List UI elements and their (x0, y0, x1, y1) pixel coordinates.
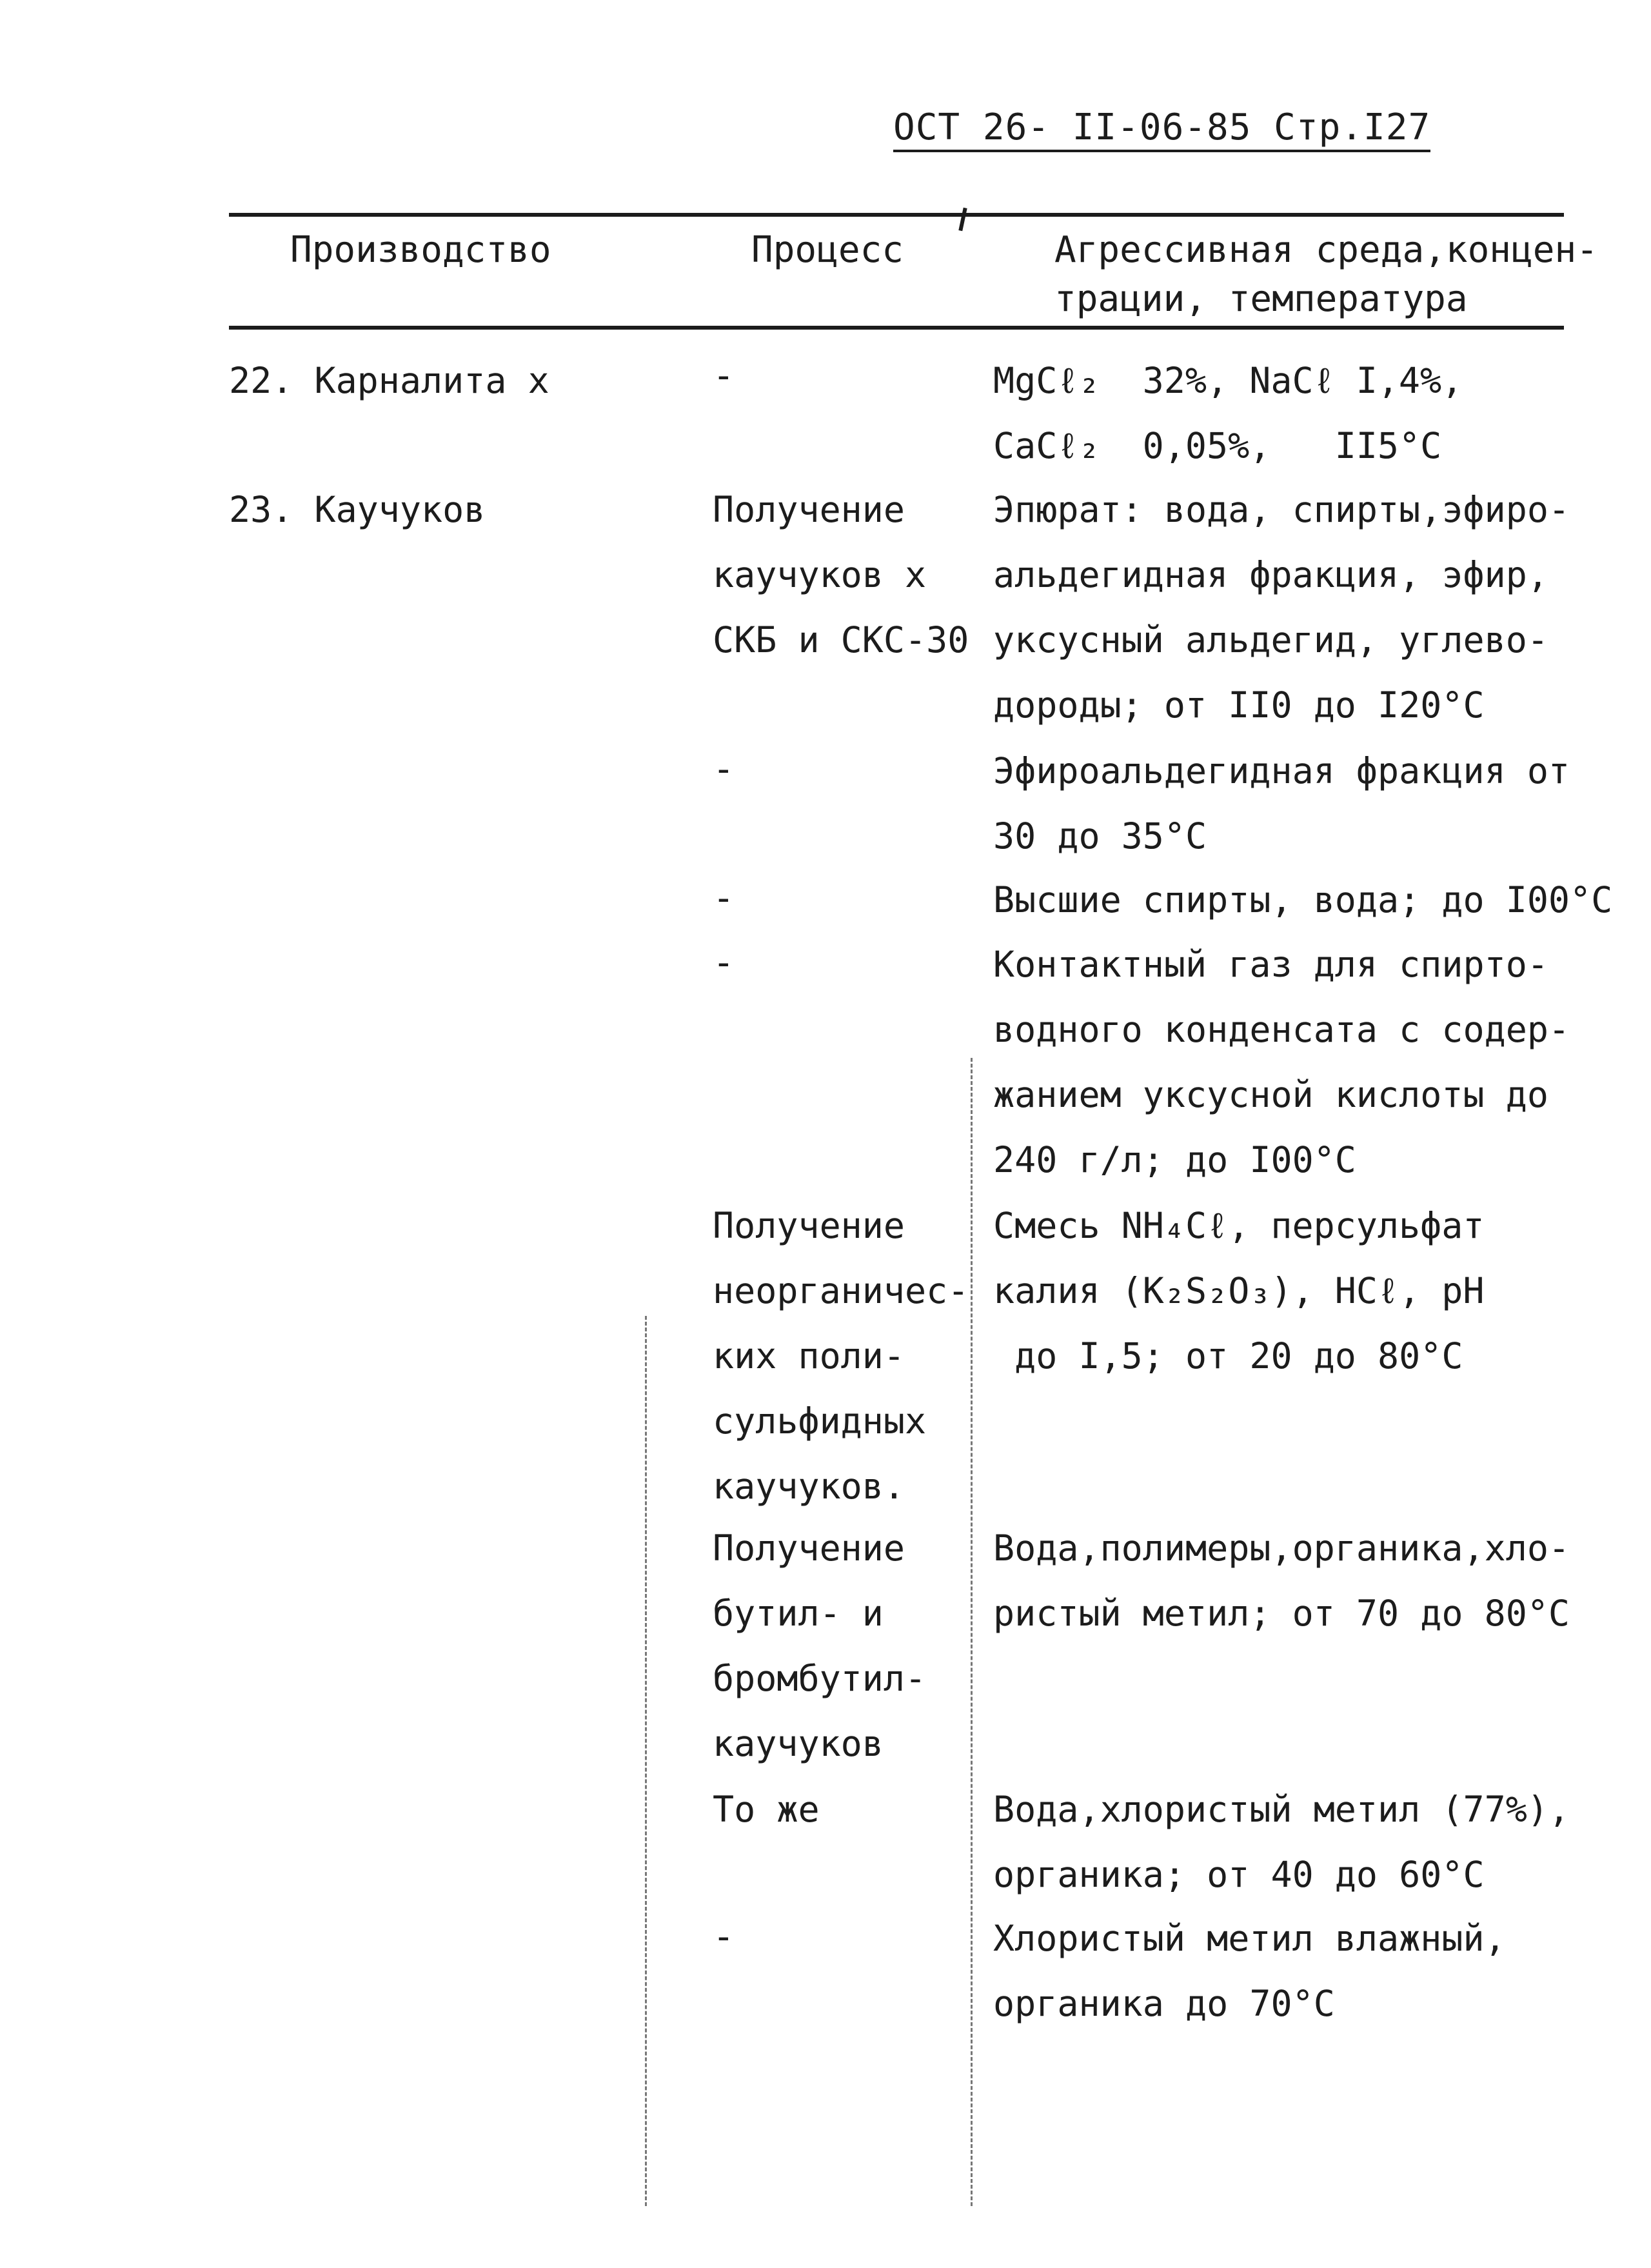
table-top-rule (229, 213, 1564, 217)
column-separator-right (971, 1058, 973, 2206)
row-23-process-7: То же (713, 1789, 820, 1830)
row-23-medium-5: Смесь NH₄Cℓ, персульфат калия (K₂S₂O₃), HCℓ, pH до I,5; от 20 до 80°C (993, 1205, 1485, 1377)
header-bottom-rule (229, 326, 1564, 330)
document-reference: ОСТ 26- II-06-85 Стр.I27 (893, 106, 1430, 152)
row-23-process-2: - (713, 748, 735, 790)
row-23-medium-7: Вода,хлористый метил (77%), органика; от 40 до 60°C (993, 1789, 1570, 1895)
row-23-process-6: Получение бутил- и бромбутил- каучуков (713, 1527, 927, 1764)
row-23-medium-3: Высшие спирты, вода; до I00°C (993, 879, 1613, 920)
row-23-process-8: - (713, 1916, 735, 1958)
row-22-medium: MgCℓ₂ 32%, NaCℓ I,4%, CaCℓ₂ 0,05%, II5°C (993, 360, 1463, 466)
row-23-medium-4: Контактный газ для спирто- водного конденсата с содер- жанием уксусной кислоты до 240 г/л; до I00°C (993, 944, 1570, 1180)
row-23-medium-6: Вода,полимеры,органика,хло- ристый метил; от 70 до 80°C (993, 1527, 1570, 1634)
row-23-process-3: - (713, 877, 735, 919)
row-23-production: 23. Каучуков (229, 489, 486, 530)
row-23-medium-8: Хлористый метил влажный, органика до 70°C (993, 1918, 1506, 2024)
row-22-production: 22. Карналита x (229, 360, 549, 401)
row-23-medium-1: Эпюрат: вода, спирты,эфиро- альдегидная фракция, эфир, уксусный альдегид, углево- дороды; от II0 до I20°C (993, 489, 1570, 726)
column-header-medium: Агрессивная среда,концен- трации, температура (1054, 229, 1598, 320)
row-22-process: - (713, 355, 735, 397)
row-23-process-1: Получение каучуков x СКБ и СКС-30 (713, 489, 969, 661)
column-header-process: Процесс (751, 229, 904, 271)
column-tick-mark (958, 208, 967, 231)
row-23-process-5: Получение неорганичес- ких поли- сульфидных каучуков. (713, 1205, 969, 1507)
row-23-medium-2: Эфироальдегидная фракция от 30 до 35°C (993, 750, 1570, 857)
column-header-production: Производство (290, 229, 551, 271)
column-separator-left (645, 1316, 647, 2206)
row-23-process-4: - (713, 942, 735, 984)
